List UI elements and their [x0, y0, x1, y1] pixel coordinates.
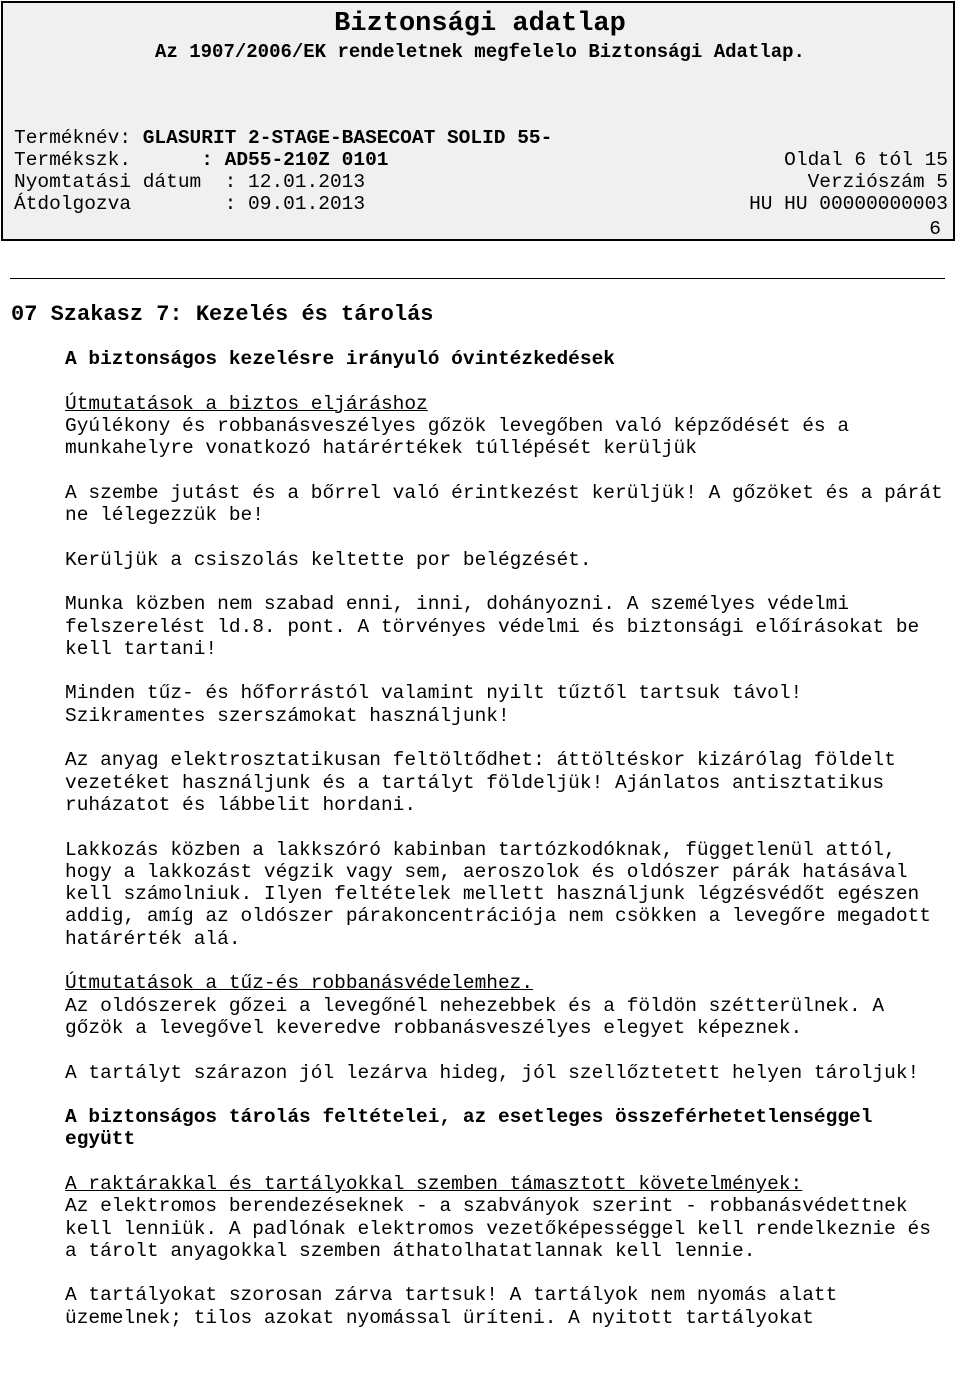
- fire-protection-heading: Útmutatások a tűz-és robbanásvédelemhez.: [65, 972, 534, 995]
- safe-procedure-text: Gyúlékony és robbanásveszélyes gőzök levegőben való képződését és a munkahelyre vonatkozó határértékek túllépését kerüljük: [65, 414, 850, 460]
- document-title: Biztonsági adatlap: [334, 9, 626, 39]
- header-divider: [10, 278, 945, 279]
- version-info: Verziószám 5: [807, 171, 948, 193]
- print-date-label: Nyomtatási dátum: [14, 171, 202, 193]
- product-name-row: [14, 127, 948, 149]
- product-name-label: Terméknév:: [14, 127, 132, 149]
- paragraph-work-hygiene: Munka közben nem szabad enni, inni, dohányozni. A személyes védelmi felszerelést ld.8. pont. A törvényes védelmi és biztonsági előírásokat be kell tartani!: [65, 593, 920, 660]
- print-date-value: : 12.01.2013: [224, 171, 366, 193]
- storage-requirements-group: [65, 1173, 950, 1262]
- storage-requirements-text: Az elektromos berendezéseknek - a szabványok szerint - robbanásvédettnek kell lenniük. A padlónak elektromos vezetőképességgel kell rendelkeznie és a tárolt anyagokkal szemben áthatolhatatlannak kell lennie.: [65, 1195, 931, 1262]
- revised-value: : 09.01.2013: [224, 193, 366, 215]
- product-number-value: AD55-210Z 0101: [224, 149, 389, 171]
- revised-label: Átdolgozva: [14, 193, 132, 215]
- section-content: [65, 348, 950, 1351]
- section-title: 07 Szakasz 7: Kezelés és tárolás: [11, 302, 434, 327]
- paragraph-container-storage: A tartályt szárazon jól lezárva hideg, jól szellőztetett helyen tároljuk!: [65, 1061, 920, 1084]
- product-number-label: Termékszk.: [14, 149, 132, 171]
- revised-row: [14, 193, 948, 215]
- document-subtitle: Az 1907/2006/EK rendeletnek megfelelo Biztonsági Adatlap.: [155, 41, 805, 63]
- paragraph-containers-closed: A tartályokat szorosan zárva tartsuk! A tartályok nem nyomás alatt üzemelnek; tilos azokat nyomással üríteni. A nyitott tartályokat: [65, 1284, 838, 1329]
- subheading-safe-storage: A biztonságos tárolás feltételei, az esetleges összeférhetetlenséggel együtt: [65, 1106, 873, 1151]
- fire-protection-text: Az oldószerek gőzei a levegőnél nehezebbek és a földön szétterülnek. A gőzök a levegővel keveredve robbanásveszélyes elegyet képeznek.: [65, 994, 885, 1039]
- language-info: HU HU 00000000003: [749, 193, 948, 215]
- paragraph-spray-booth: Lakkozás közben a lakkszóró kabinban tartózkodóknak, függetlenül attól, hogy a lakkozást végzik vagy sem, aeroszolok és oldószer párák hatásával kell számolniuk. Ilyen feltételek mellett használjunk légzésvédőt egészen addig, amíg az oldószer párakoncentrációja nem csökken a levegőre megadott határérték alá.: [65, 838, 931, 950]
- safe-procedure-group: [65, 393, 950, 460]
- subheading-safe-handling: A biztonságos kezelésre irányuló óvintézkedések: [65, 348, 615, 370]
- paragraph-electrostatic: Az anyag elektrosztatikusan feltöltődhet: áttöltéskor kizárólag földelt vezetéket használjunk és a tartályt földeljük! Ajánlatos antisztatikus ruházatot és lábbelit hordani.: [65, 749, 896, 816]
- storage-requirements-heading: A raktárakkal és tartályokkal szemben támasztott követelmények:: [65, 1172, 803, 1195]
- safe-procedure-heading: Útmutatások a biztos eljáráshoz: [65, 392, 428, 415]
- document-header: [1, 1, 955, 241]
- product-number-sep: :: [201, 149, 213, 171]
- product-number-row: [14, 149, 948, 171]
- paragraph-ignition-sources: Minden tűz- és hőforrástól valamint nyilt tűztől tartsuk távol! Szikramentes szerszámokat használjunk!: [65, 682, 803, 727]
- paragraph-eye-skin-contact: A szembe jutást és a bőrrel való érintkezést kerüljük! A gőzöket és a párát ne lélegezzük be!: [65, 481, 943, 527]
- page-info: Oldal 6 tól 15: [784, 149, 948, 171]
- print-date-row: [14, 171, 948, 193]
- paragraph-dust: Kerüljük a csiszolás keltette por belégzését.: [65, 548, 592, 571]
- page-number-continuation: 6: [929, 218, 941, 240]
- product-name-value: GLASURIT 2-STAGE-BASECOAT SOLID 55-: [142, 127, 553, 149]
- fire-protection-group: [65, 972, 950, 1039]
